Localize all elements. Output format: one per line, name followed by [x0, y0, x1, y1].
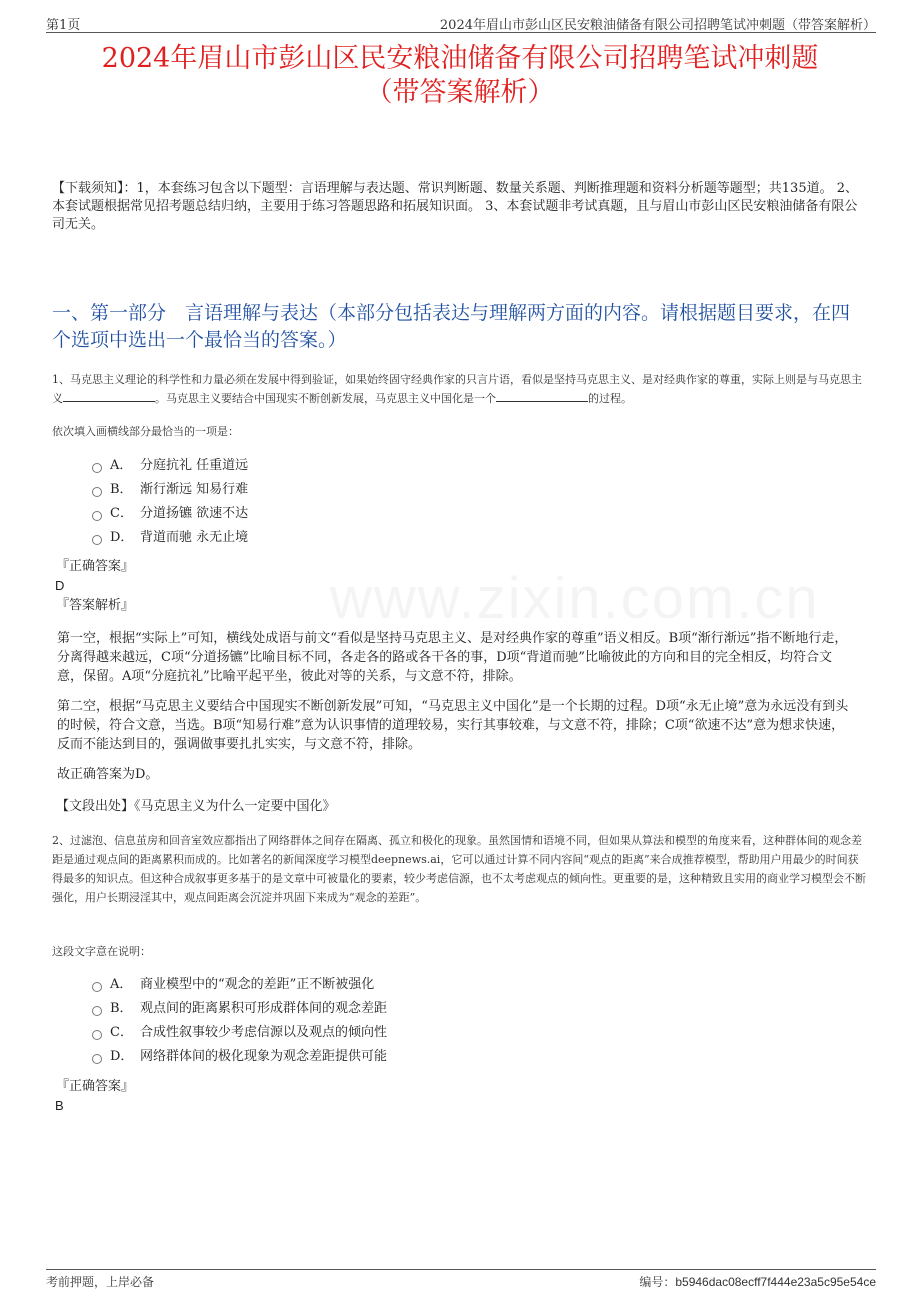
radio-icon[interactable] [92, 1054, 102, 1064]
question-1-text-c: 的过程。 [588, 392, 632, 405]
option-letter: B． [110, 482, 133, 497]
radio-icon[interactable] [92, 1006, 102, 1016]
option-text: 渐行渐远 知易行难 [140, 482, 249, 497]
option-letter: A． [110, 458, 133, 473]
question-1-text [52, 370, 868, 408]
option-b[interactable] [92, 997, 387, 1021]
option-letter: D． [110, 530, 134, 545]
option-letter: A． [110, 977, 133, 992]
option-a[interactable] [92, 973, 387, 997]
watermark [330, 565, 820, 632]
blank-2 [496, 389, 588, 402]
option-b[interactable] [92, 478, 248, 502]
correct-answer-label: 『正确答案』 [56, 1079, 135, 1094]
radio-icon[interactable] [92, 1030, 102, 1040]
analysis-label: 『答案解析』 [56, 598, 135, 613]
analysis-paragraph-2: 第二空，根据“马克思主义要结合中国现实不断创新发展”可知，“马克思主义中国化”是一个长期的过程。D项“永无止境”意为永远没有到头的时候，符合文意，当选。B项“知易行难”意为认识事情的道理较易，实行其事较难，与文意不符，排除；C项“欲速不达”意为想求快速，反而不能达到目的，强调做事要扎扎实实，与文意不符，排除。 [57, 699, 849, 752]
question-1-text-b: 。马克思主义要结合中国现实不断创新发展，马克思主义中国化是一个 [155, 392, 496, 405]
page-number: 第1页 [46, 18, 81, 33]
option-text: 观点间的距离累积可形成群体间的观念差距 [140, 1001, 388, 1016]
blank-1 [63, 389, 155, 402]
radio-icon[interactable] [92, 535, 102, 545]
document-id: 编号：b5946dac08ecff7f444e23a5c95e54ce [639, 1275, 876, 1289]
analysis-paragraph-1: 第一空，根据“实际上”可知，横线处成语与前文“看似是坚持马克思主义、是对经典作家的尊重”语义相反。B项“渐行渐远”指不断地行走，分离得越来越远，C项“分道扬镳”比喻目标不同，各走各的路或各干各的事，D项“背道而驰”比喻彼此的方向和目的完全相反，均符合文意，保留。A项“分庭抗礼”比喻平起平坐，彼此对等的关系，与文意不符，排除。 [57, 631, 848, 684]
option-text: 背道而驰 永无止境 [140, 530, 249, 545]
option-d[interactable] [92, 1045, 387, 1069]
option-d[interactable] [92, 526, 248, 550]
question-1-text-a: 1、马克思主义理论的科学性和力量必须在发展中得到验证，如果始终固守经典作家的只言片语，看似是坚持马克思主义、是对经典作家的尊重，实际上则是与马克思主义 [52, 373, 862, 405]
page-footer [46, 1269, 876, 1289]
question-1-prompt: 依次填入画横线部分最恰当的一项是： [52, 425, 239, 438]
option-text: 商业模型中的“观念的差距”正不断被强化 [140, 977, 375, 992]
option-letter: B． [110, 1001, 133, 1016]
option-text: 网络群体间的极化现象为观念差距提供可能 [140, 1049, 388, 1064]
question-1-options [92, 454, 248, 550]
option-c[interactable] [92, 1021, 387, 1045]
document-title [40, 42, 880, 110]
radio-icon[interactable] [92, 487, 102, 497]
option-text: 分庭抗礼 任重道远 [140, 458, 249, 473]
section-heading: 一、第一部分 言语理解与表达（本部分包括表达与理解两方面的内容。请根据题目要求，在四个选项中选出一个最恰当的答案。） [52, 302, 851, 351]
header-doc-title: 2024年眉山市彭山区民安粮油储备有限公司招聘笔试冲刺题（带答案解析） [439, 18, 876, 33]
correct-answer: B [55, 1098, 64, 1113]
question-2-text: 2、过滤泡、信息茧房和回音室效应都指出了网络群体之间存在隔离、孤立和极化的现象。虽然国情和语境不同，但如果从算法和模型的角度来看，这种群体间的观念差距是通过观点间的距离累积而成的。比如著名的新闻深度学习模型deepnews.ai，它可以通过计算不同内容间“观点的距离”来合成推荐模型，帮助用户用最少的时间获得最多的知识点。但这种合成叙事更多基于的是文章中可被量化的要素，较少考虑信源，也不太考虑观点的倾向性。更重要的是，这种精致且实用的商业学习模型会不断强化，用户长期浸淫其中，观点间距离会沉淀并巩固下来成为“观念的差距”。 [52, 834, 866, 904]
title-line-2: （带答案解析） [365, 77, 555, 108]
radio-icon[interactable] [92, 463, 102, 473]
download-notice: 【下载须知】：1，本套练习包含以下题型：言语理解与表达题、常识判断题、数量关系题、判断推理题和资料分析题等题型；共135道。 2、本套试题根据常见招考题总结归纳，主要用于练习答题思路和拓展知识面。 3、本套试题非考试真题，且与眉山市彭山区民安粮油储备有限公司无关。 [52, 181, 858, 232]
correct-answer: D [55, 578, 65, 593]
radio-icon[interactable] [92, 982, 102, 992]
option-text: 分道扬镳 欲速不达 [140, 506, 249, 521]
radio-icon[interactable] [92, 511, 102, 521]
title-line-1: 2024年眉山市彭山区民安粮油储备有限公司招聘笔试冲刺题 [101, 43, 819, 74]
correct-answer-label: 『正确答案』 [56, 559, 135, 574]
passage-source: 【文段出处】《马克思主义为什么一定要中国化》 [56, 799, 336, 814]
question-2-prompt: 这段文字意在说明： [52, 945, 151, 958]
option-letter: D． [110, 1049, 134, 1064]
option-letter: C． [110, 506, 133, 521]
option-text: 合成性叙事较少考虑信源以及观点的倾向性 [140, 1025, 388, 1040]
footer-slogan: 考前押题，上岸必备 [46, 1275, 155, 1289]
page-header [46, 12, 876, 33]
question-2-options [92, 973, 387, 1069]
analysis-conclusion: 故正确答案为D。 [57, 767, 159, 782]
option-a[interactable] [92, 454, 248, 478]
option-letter: C． [110, 1025, 133, 1040]
option-c[interactable] [92, 502, 248, 526]
